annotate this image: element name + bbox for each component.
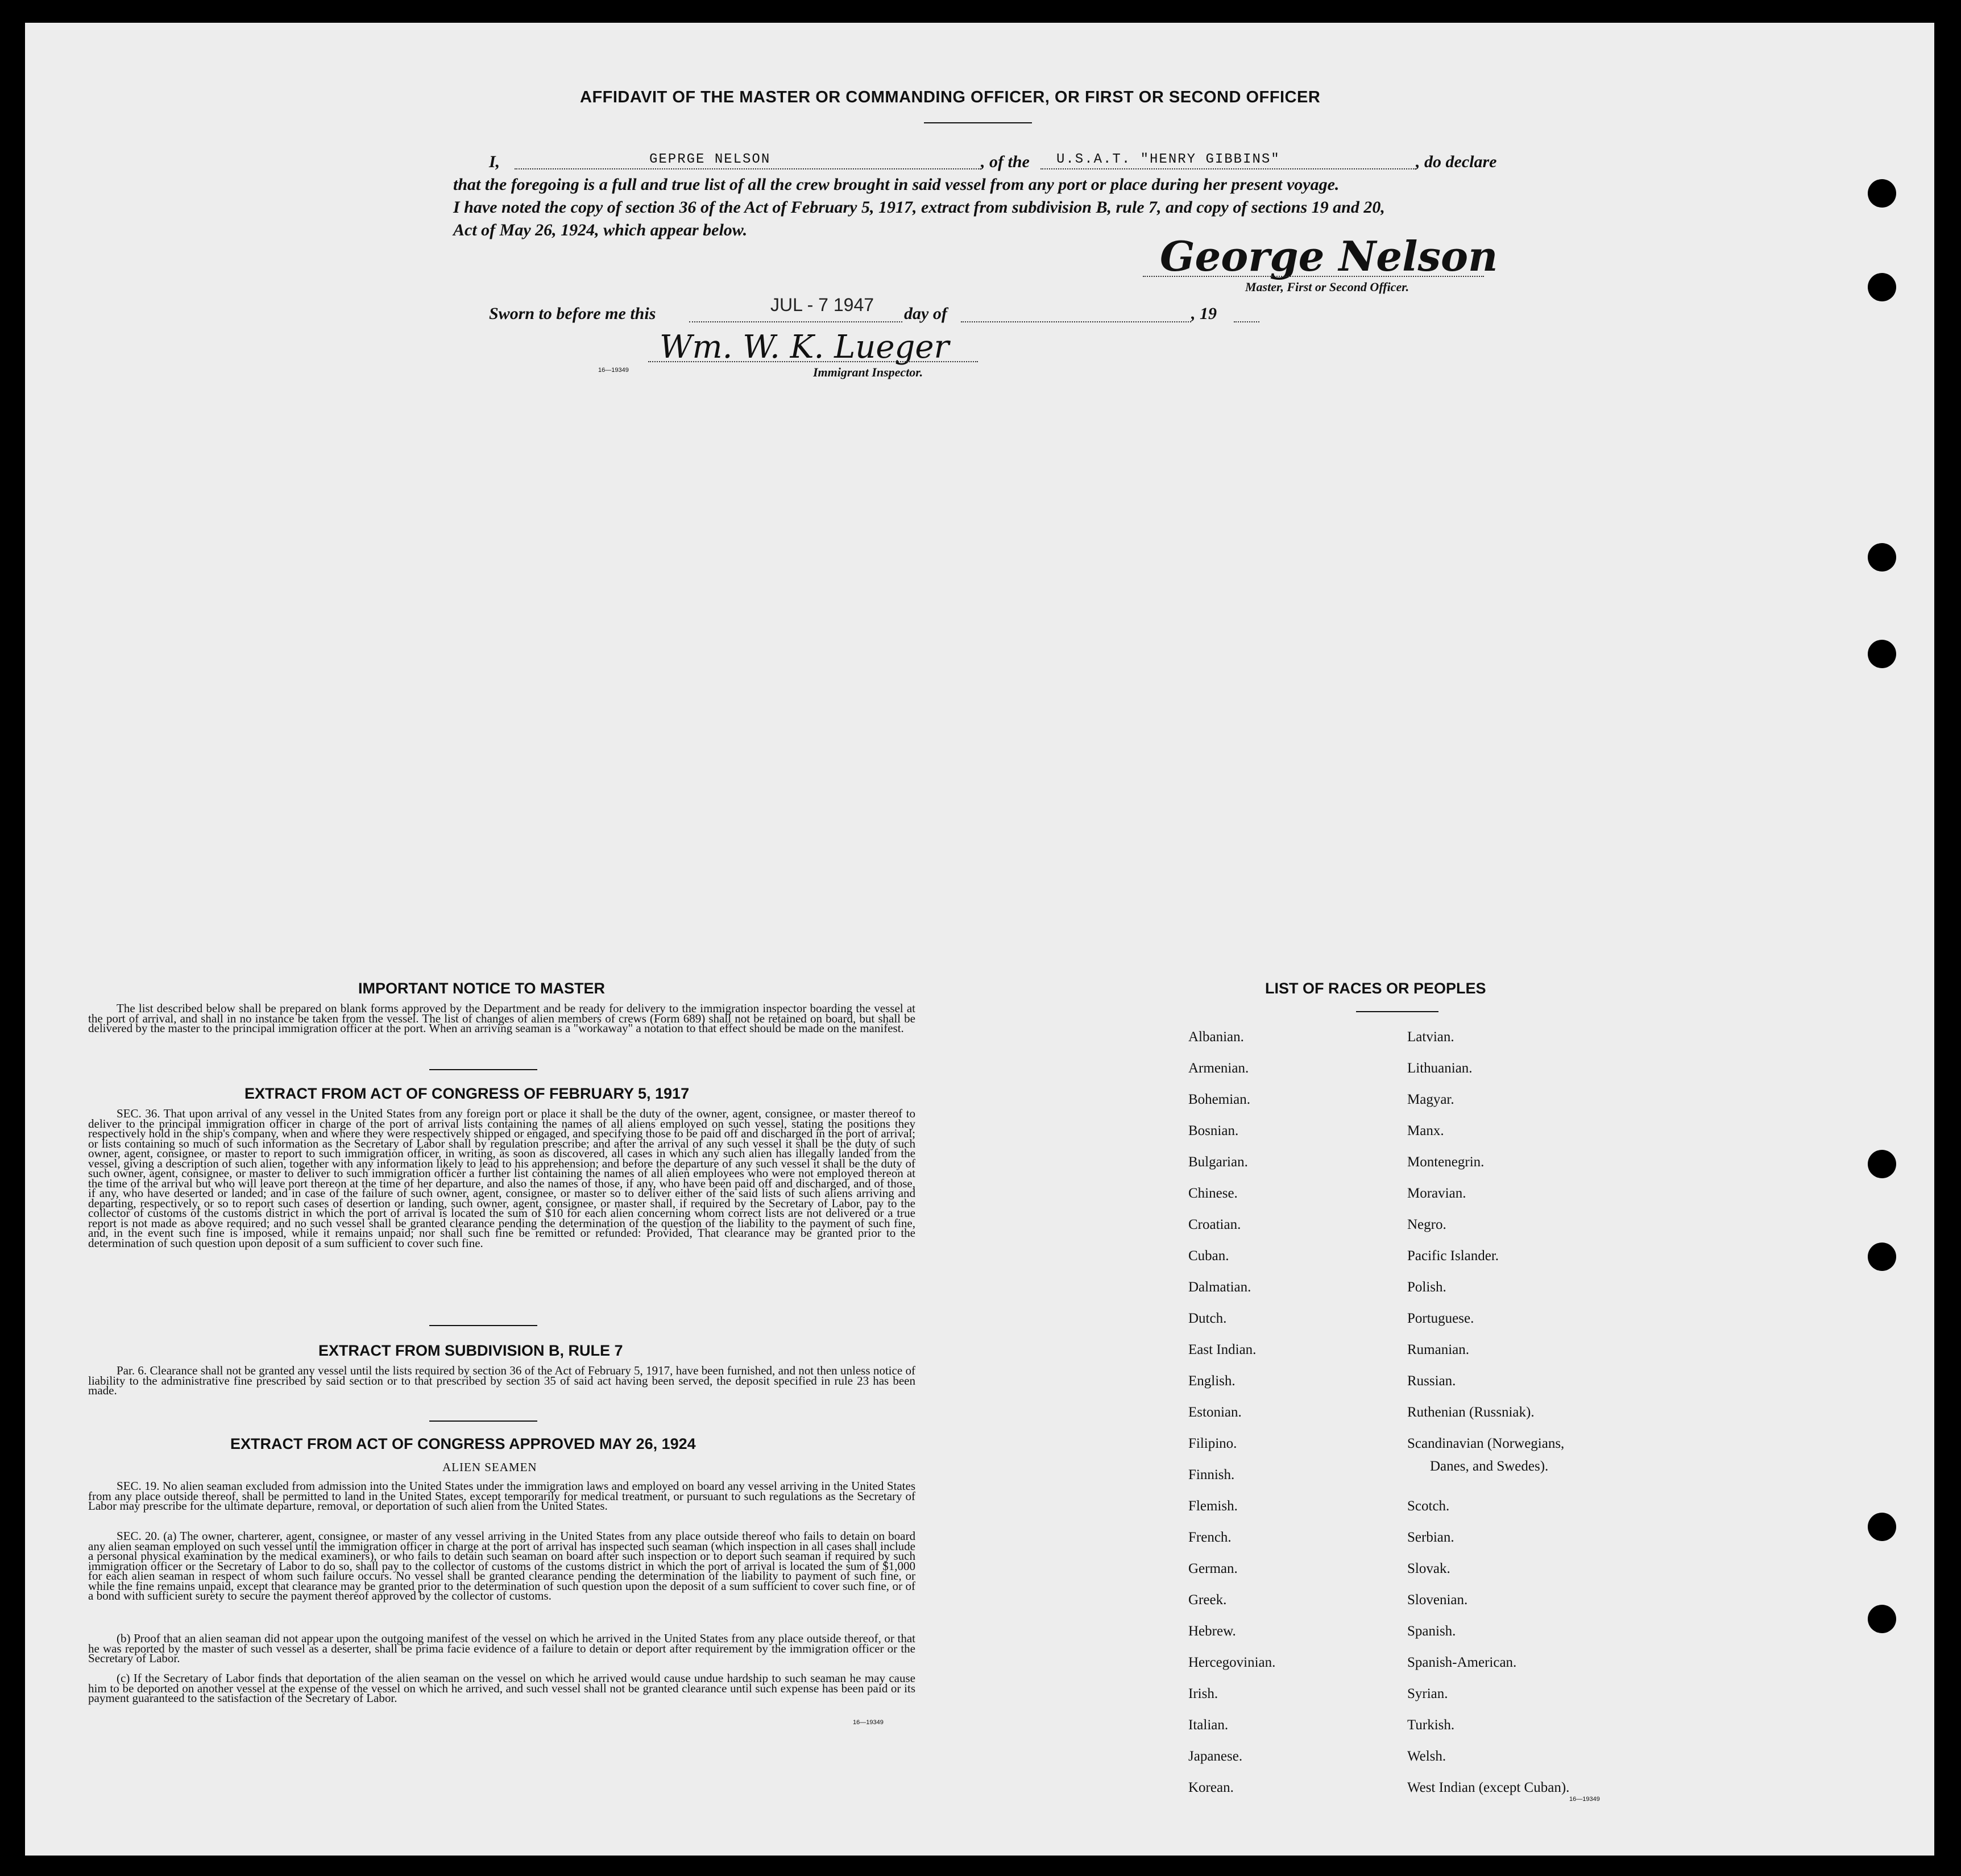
year-line [1234, 321, 1259, 322]
race-item: West Indian (except Cuban). [1407, 1780, 1570, 1795]
race-item: Slovak. [1407, 1561, 1450, 1576]
punch-hole [1868, 1513, 1896, 1541]
race-item: Magyar. [1407, 1092, 1454, 1107]
divider [429, 1069, 537, 1070]
master-name-typed: GEPRGE NELSON [649, 152, 771, 167]
race-item: Armenian. [1188, 1061, 1249, 1076]
race-item: Serbian. [1407, 1530, 1454, 1545]
race-item: Flemish. [1188, 1498, 1238, 1514]
pronoun-label: I, [489, 152, 500, 171]
race-item: Spanish-American. [1407, 1655, 1517, 1670]
race-item: Bosnian. [1188, 1123, 1239, 1138]
race-item: Manx. [1407, 1123, 1444, 1138]
divider [924, 122, 1032, 123]
punch-hole [1868, 179, 1896, 208]
form-number: 16—19349 [598, 367, 629, 374]
date-stamp: JUL - 7 1947 [770, 295, 874, 315]
of-the-label: , of the [981, 152, 1030, 171]
race-item: Danes, and Swedes). [1430, 1459, 1549, 1474]
race-item: East Indian. [1188, 1342, 1257, 1357]
race-item: Cuban. [1188, 1248, 1229, 1264]
inspector-line [648, 361, 978, 362]
sworn-day-line [689, 321, 902, 322]
race-item: Scotch. [1407, 1498, 1450, 1514]
vessel-line [1040, 168, 1416, 169]
divider [429, 1325, 537, 1326]
race-item: Moravian. [1407, 1186, 1466, 1201]
race-item: Croatian. [1188, 1217, 1241, 1232]
race-item: Bohemian. [1188, 1092, 1251, 1107]
divider [1356, 1011, 1438, 1012]
subdivision-title: EXTRACT FROM SUBDIVISION B, RULE 7 [318, 1342, 623, 1359]
affidavit-line-3: I have noted the copy of section 36 of the Act of February 5, 1917, extract from subdivision B, rule 7, and copy of sections 19 and 20, [453, 198, 1385, 217]
extract-1924-subtitle: ALIEN SEAMEN [442, 1460, 537, 1474]
affidavit-title: AFFIDAVIT OF THE MASTER OR COMMANDING OFFICER, OR FIRST OR SECOND OFFICER [580, 88, 1321, 106]
signature-line [1143, 276, 1484, 277]
race-item: Chinese. [1188, 1186, 1238, 1201]
race-item: Negro. [1407, 1217, 1446, 1232]
inspector-caption: Immigrant Inspector. [813, 365, 923, 379]
race-item: Hercegovinian. [1188, 1655, 1276, 1670]
name-line [515, 168, 981, 169]
punch-hole [1868, 273, 1896, 301]
race-item: Polish. [1407, 1279, 1446, 1295]
race-item: Lithuanian. [1407, 1061, 1473, 1076]
form-number: 16—19349 [1569, 1796, 1600, 1803]
day-of-label: day of [904, 304, 947, 323]
race-item: Irish. [1188, 1686, 1218, 1701]
master-caption: Master, First or Second Officer. [1245, 280, 1409, 294]
notice-title: IMPORTANT NOTICE TO MASTER [358, 980, 605, 997]
form-number: 16—19349 [853, 1719, 884, 1726]
race-item: Welsh. [1407, 1749, 1446, 1764]
race-item: Latvian. [1407, 1029, 1454, 1045]
do-declare-label: , do declare [1416, 152, 1497, 171]
race-item: English. [1188, 1373, 1236, 1389]
race-item: Korean. [1188, 1780, 1234, 1795]
race-item: Scandinavian (Norwegians, [1407, 1436, 1565, 1451]
punch-hole [1868, 640, 1896, 668]
race-item: Pacific Islander. [1407, 1248, 1499, 1264]
affidavit-line-4: Act of May 26, 1924, which appear below. [453, 221, 748, 239]
race-item: French. [1188, 1530, 1232, 1545]
affidavit-line-2: that the foregoing is a full and true list of all the crew brought in said vessel from any port or place during her present voyage. [453, 175, 1340, 194]
race-item: Spanish. [1407, 1624, 1456, 1639]
punch-hole [1868, 543, 1896, 572]
punch-hole [1868, 1243, 1896, 1271]
race-item: Dalmatian. [1188, 1279, 1251, 1295]
race-item: Rumanian. [1407, 1342, 1470, 1357]
race-item: Bulgarian. [1188, 1154, 1248, 1170]
extract-1924-sec20b: (b) Proof that an alien seaman did not appear upon the outgoing manifest of the vessel on which he arrived in the United States from any place outside thereof, or that he was reported by the master of such vessel as a deserter, shall be prima facie evidence of a failure to detain or deport after requirement by the immigration officer or the Secretary of Labor. [88, 1631, 915, 1665]
extract-1924-sec19: SEC. 19. No alien seaman excluded from admission into the United States under the immigration laws and employed on board any vessel arriving in the United States from any place outside thereof, shall be permitted to land in the United States, except temporarily for medical treatment, or pursuant to such regulations as the Secretary of Labor may prescribe for the ultimate departure, removal, or deportation of such alien from the United States. [88, 1479, 915, 1513]
extract-1917-body: SEC. 36. That upon arrival of any vessel in the United States from any foreign port or place it shall be the duty of the owner, agent, consignee, or master thereof to deliver to the principal immigration officer in charge of the port of arrival lists containing the names of all aliens employed on such vessel, stating the positions they respectively hold in the ship's company, when and where they were respectively shipped or engaged, and specifying those to be paid off and discharged in the port of arrival; or lists containing so much of such information as the Secretary of Labor shall by regulation prescribe; and after the arrival of any such vessel it shall be the duty of such owner, agent, consignee, or master to report to such immigration officer, in writing, as soon as discovered, all cases in which any such alien has illegally landed from the vessel, giving a description of such alien, together with any information likely to lead to his apprehension; and before the departure of any such vessel it shall be the duty of such owner, agent, consignee, or master to deliver to such immigration officer a further list containing the names of all alien employees who were not employed thereon at the time of the arrival but who will leave port thereon at the time of her departure, and also the names of those, if any, who have been paid off and discharged, and of those, if any, who have deserted or landed; and in case of the failure of such owner, agent, consignee, or master so to deliver either of the said lists of such aliens arriving and departing, respectively, or so to report such cases of desertion or landing, such owner, agent, consignee, or master shall, if required by the Secretary of Labor, pay to the collector of customs of the customs district in which the port of arrival is located the sum of $10 for each alien concerning whom correct lists are not delivered or a true report is not made as above required; and no such vessel shall be granted clearance pending the determination of the question of the liability to the payment of such fine, and, in the event such fine is imposed, while it remains unpaid; nor shall such fine be remitted or refunded: Provided, That clearance may be granted prior to the determination of such question upon deposit of a sum sufficient to cover such fine. [88, 1107, 915, 1250]
race-item: Turkish. [1407, 1717, 1455, 1733]
race-item: Albanian. [1188, 1029, 1244, 1045]
race-item: Russian. [1407, 1373, 1456, 1389]
master-signature: George Nelson [1160, 232, 1498, 280]
race-item: Ruthenian (Russniak). [1407, 1405, 1535, 1420]
race-item: Slovenian. [1407, 1592, 1468, 1608]
subdivision-body: Par. 6. Clearance shall not be granted any vessel until the lists required by section 36 of the Act of February 5, 1917, have been furnished, and not then unless notice of liability to the administrative fine prescribed by said section or to that prescribed by section 35 of said act having been served, the deposit specified in rule 23 has been made. [88, 1364, 915, 1397]
punch-hole [1868, 1150, 1896, 1178]
punch-hole [1868, 1605, 1896, 1633]
race-item: Dutch. [1188, 1311, 1227, 1326]
race-item: German. [1188, 1561, 1238, 1576]
race-item: Montenegrin. [1407, 1154, 1485, 1170]
extract-1924-title: EXTRACT FROM ACT OF CONGRESS APPROVED MAY 26, 1924 [230, 1435, 696, 1452]
extract-1924-sec20c: (c) If the Secretary of Labor finds that deportation of the alien seaman on the vessel on which he arrived would cause undue hardship to such seaman he may cause him to be deported on another vessel at the expense of the vessel on which he arrived, and such vessel shall not be granted clearance until such expense has been paid or its payment guaranteed to the satisfaction of the Secretary of Labor. [88, 1671, 915, 1705]
extract-1924-sec20a: SEC. 20. (a) The owner, charterer, agent, consignee, or master of any vessel arriving in the United States from any place outside thereof who fails to detain on board any alien seaman employed on such vessel until the immigration officer in charge at the port of arrival has inspected such seaman (which inspection in all cases shall include a personal physical examination by the medical examiners), or who fails to detain such seaman on board after such inspection or to deport such seaman if required by such immigration officer or the Secretary of Labor to do so, shall pay to the collector of customs of the customs district in which the port of arrival is located the sum of $1,000 for each alien seaman in respect of whom such failure occurs. No vessel shall be granted clearance pending the determination of the liability to payment of such fine, or while the fine remains unpaid, except that clearance may be granted prior to the determination of such question upon the deposit of a sum sufficient to cover such fine, or of a bond with sufficient surety to secure the payment thereof approved by the collector of customs. [88, 1529, 915, 1602]
races-title: LIST OF RACES OR PEOPLES [1265, 980, 1486, 997]
year-label: , 19 [1191, 304, 1217, 323]
race-item: Estonian. [1188, 1405, 1242, 1420]
sworn-month-line [961, 321, 1191, 322]
notice-body: The list described below shall be prepared on blank forms approved by the Department and be ready for delivery to the immigration inspector boarding the vessel at the port of arrival, and shall in no instance be taken from the vessel. The list of changes of alien members of crews (Form 689) shall not be retained on board, but shall be delivered by the master to the principal immigration officer at the port. When an arriving seaman is a "workaway" a notation to that effect should be made on the manifest. [88, 1001, 915, 1035]
sworn-label: Sworn to before me this [489, 304, 656, 323]
race-item: Japanese. [1188, 1749, 1243, 1764]
vessel-name-typed: U.S.A.T. "HENRY GIBBINS" [1056, 152, 1280, 167]
race-item: Filipino. [1188, 1436, 1237, 1451]
race-item: Italian. [1188, 1717, 1229, 1733]
race-item: Hebrew. [1188, 1624, 1236, 1639]
race-item: Syrian. [1407, 1686, 1448, 1701]
extract-1917-title: EXTRACT FROM ACT OF CONGRESS OF FEBRUARY 5, 1917 [244, 1085, 690, 1102]
race-item: Greek. [1188, 1592, 1227, 1608]
race-item: Portuguese. [1407, 1311, 1474, 1326]
divider [429, 1421, 537, 1422]
inspector-signature: Wm. W. K. Lueger [660, 329, 950, 366]
race-item: Finnish. [1188, 1467, 1235, 1482]
